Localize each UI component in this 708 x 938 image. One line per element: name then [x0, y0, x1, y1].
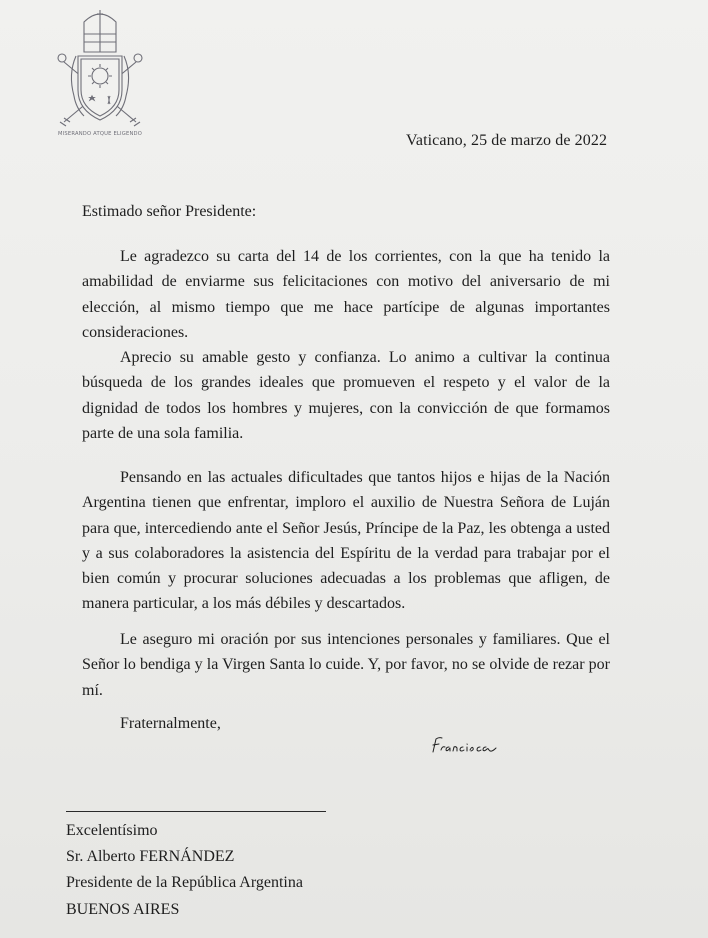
letter-closing: Fraternalmente,	[120, 715, 221, 732]
handwritten-signature	[430, 734, 506, 760]
letter-paragraph-2: Aprecio su amable gesto y confianza. Lo animo a cultivar la continua búsqueda de los grandes ideales que promueven el respeto y el valor de la dignidad de todos los hombres y mujeres, con la convicción de que formamos parte de una sola familia.	[82, 349, 610, 442]
signature-divider	[66, 811, 326, 812]
letter-greeting: Estimado señor Presidente:	[82, 203, 257, 220]
letter-paragraph-4: Le aseguro mi oración por sus intenciones personales y familiares. Que el Señor lo bendiga y la Virgen Santa lo cuide. Y, por favor, no se olvide de rezar por mí.	[82, 631, 610, 699]
addressee-name: Sr. Alberto FERNÁNDEZ	[66, 848, 235, 865]
addressee-title: Presidente de la República Argentina	[66, 874, 303, 891]
letter-paragraph-3: Pensando en las actuales dificultades que tantos hijos e hijas de la Nación Argentina tienen que enfrentar, imploro el auxilio de Nuestra Señora de Luján para que, intercediendo ante el Señor Jesús, Príncipe de la Paz, les obtenga a usted y a sus colaboradores la asistencia del Espíritu de la verdad para trabajar por el bien común y procurar soluciones adecuadas a los problemas que afligen, de manera particular, a los más débiles y descartados.	[82, 469, 610, 613]
addressee-honorific: Excelentísimo	[66, 822, 158, 839]
addressee-city: BUENOS AIRES	[66, 901, 180, 918]
papal-motto: MISERANDO ATQUE ELIGENDO	[58, 131, 142, 137]
papal-coat-of-arms-icon	[54, 4, 146, 140]
letter-paragraph-1: Le agradezco su carta del 14 de los corrientes, con la que ha tenido la amabilidad de enviarme sus felicitaciones con motivo del aniversario de mi elección, al mismo tiempo que me hace partícipe de algunas importantes consideraciones.	[82, 248, 610, 341]
letter-date: Vaticano, 25 de marzo de 2022	[406, 132, 608, 149]
